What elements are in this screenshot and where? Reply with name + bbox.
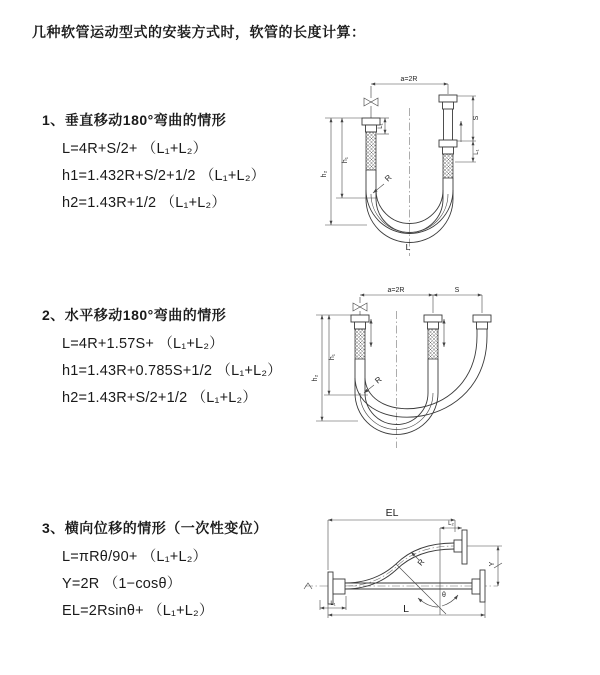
valve-icon	[353, 297, 367, 315]
radius-callout	[411, 552, 427, 567]
dim-l2	[440, 521, 462, 528]
dim-label-r: R	[383, 173, 394, 184]
dim-label-h1: h₁	[329, 353, 336, 361]
left-flange	[328, 572, 345, 604]
section-1-formula-L: L=4R+S/2+ （L₁+L₂）	[62, 141, 208, 157]
dim-s	[457, 96, 480, 141]
diagram-vertical-u-bend	[305, 72, 560, 264]
section-3-formula-EL: EL=2Rsinθ+ （L₁+L₂）	[62, 603, 214, 619]
middle-fitting	[424, 315, 442, 359]
dim-label-l: L	[403, 603, 409, 615]
dim-label-r: R	[415, 557, 427, 568]
dim-h2	[312, 315, 358, 421]
dim-el	[328, 507, 455, 570]
dim-label-l1: L₁	[330, 601, 336, 607]
section-2-heading: 2、水平移动180°弯曲的情形	[42, 307, 227, 323]
diagram-horizontal-u-bend	[308, 283, 570, 463]
left-fitting	[351, 315, 369, 359]
upper-right-flange	[454, 530, 467, 564]
dim-label-l1-right: L₁	[474, 149, 480, 155]
page-title: 几种软管运动型式的安装方式时，软管的长度计算：	[32, 24, 366, 40]
dim-a-2r	[360, 287, 433, 313]
section-2-formula-L: L=4R+1.57S+ （L₁+L₂）	[62, 336, 224, 352]
section-2-formula-h2: h2=1.43R+S/2+1/2 （L₁+L₂）	[62, 390, 258, 406]
dim-label-l: L	[405, 242, 411, 252]
section-1-formula-h2: h2=1.43R+1/2 （L₁+L₂）	[62, 195, 227, 211]
section-3-formula-Y: Y=2R （1−cosθ）	[62, 576, 182, 592]
dim-label-s: S	[473, 115, 480, 121]
dim-h2	[321, 118, 367, 225]
diagram-lateral-displacement	[300, 502, 598, 652]
lower-right-flange	[472, 570, 485, 602]
dim-label-s: S	[454, 287, 460, 294]
radius-callout	[364, 375, 384, 393]
dim-s	[433, 287, 482, 313]
dim-l1-right	[455, 141, 480, 162]
section-3-heading: 3、横向位移的情形（一次性变位）	[42, 520, 268, 536]
section-3-formula-L: L=πRθ/90+ （L₁+L₂）	[62, 549, 208, 565]
dim-label-el: EL	[385, 507, 399, 519]
dim-label-r: R	[373, 374, 384, 386]
valve-icon	[364, 86, 378, 118]
dim-label-a2r: a=2R	[387, 287, 405, 294]
dim-label-h2: h₂	[321, 170, 328, 178]
dim-label-l2: L₂	[448, 521, 454, 527]
dim-a-2r	[371, 76, 448, 94]
dim-label-h2: h₂	[312, 374, 319, 382]
section-1-formula-h1: h1=1.432R+S/2+1/2 （L₁+L₂）	[62, 168, 266, 184]
dim-label-l1-left: L₁	[378, 123, 384, 129]
right-fitting-lower	[439, 140, 457, 178]
section-2-formula-h1: h1=1.43R+0.785S+1/2 （L₁+L₂）	[62, 363, 282, 379]
right-fitting-upper	[439, 95, 457, 109]
dim-label-theta: θ	[442, 592, 446, 599]
dim-label-a2r: a=2R	[400, 76, 418, 83]
dim-l	[328, 602, 485, 618]
hose-s-curve	[345, 543, 454, 589]
section-1-heading: 1、垂直移动180°弯曲的情形	[42, 112, 227, 128]
dim-label-h1: h₁	[342, 156, 349, 164]
right-fitting-moved	[473, 315, 491, 336]
dim-label-y: Y	[489, 561, 496, 567]
